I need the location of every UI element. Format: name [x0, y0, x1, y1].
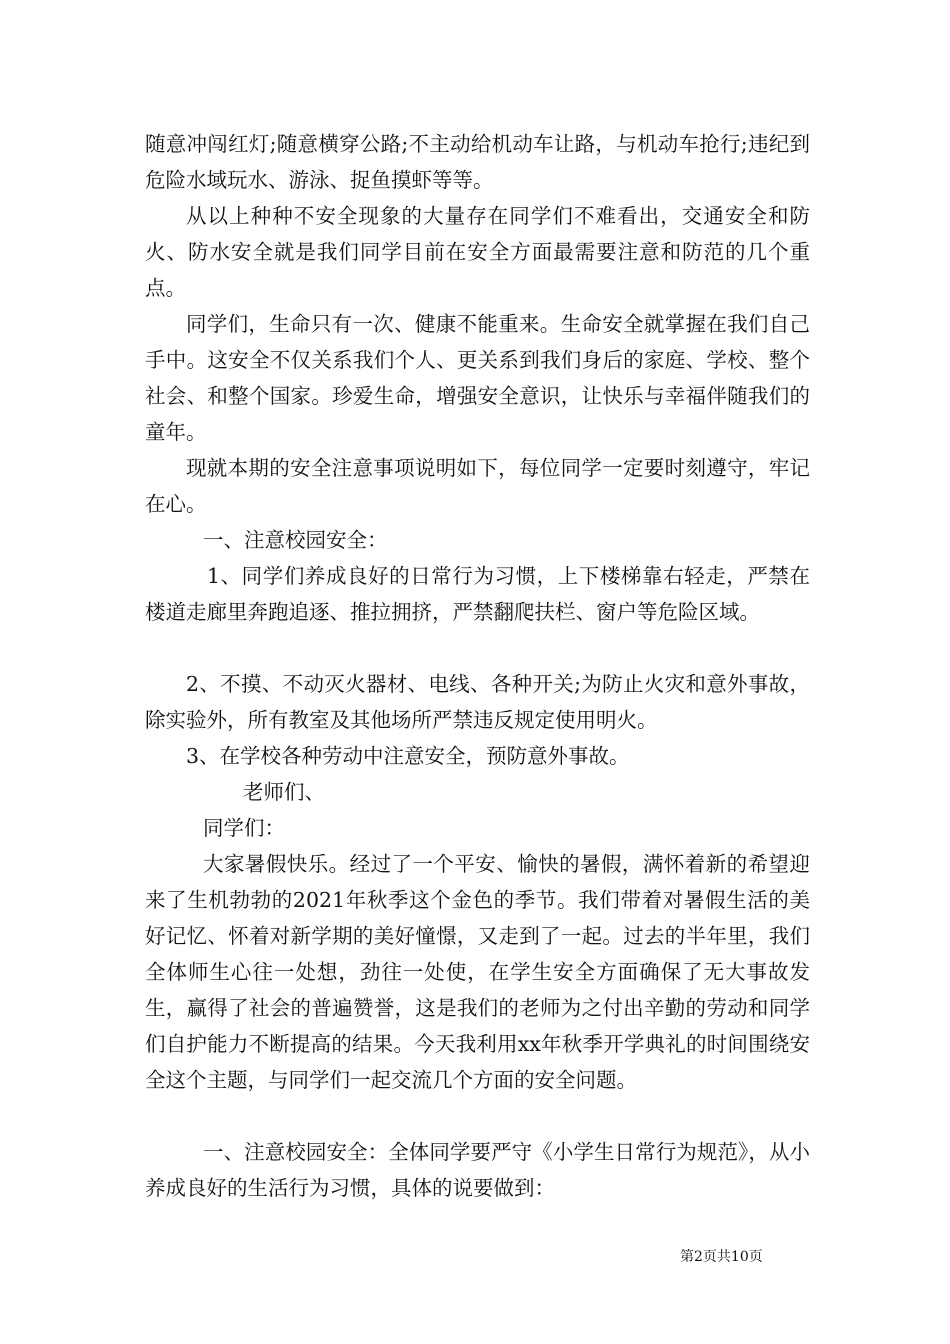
paragraph-continued-traffic-violations: 随意冲闯红灯;随意横穿公路;不主动给机动车让路，与机动车抢行;违纪到危险水域玩水、游泳、捉鱼摸虾等等。 [145, 132, 810, 192]
paragraph-opening-speech: 大家暑假快乐。经过了一个平安、愉快的暑假，满怀着新的希望迎来了生机勃勃的2021年秋季这个金色的季节。我们带着对暑假生活的美好记忆、怀着对新学期的美好憧憬，又走到了一起。过去的半年里，我们全体师生心往一处想，劲往一处使，在学生安全方面确保了无大事故发生，赢得了社会的普遍赞誉，这是我们的老师为之付出辛勤的劳动和同学们自护能力不断提高的结果。今天我利用xx年秋季开学典礼的时间围绕安全这个主题，与同学们一起交流几个方面的安全问题。 [145, 852, 810, 1092]
list-item-1: 1、同学们养成良好的日常行为习惯，上下楼梯靠右轻走，严禁在楼道走廊里奔跑追逐、推拉拥挤，严禁翻爬扶栏、窗户等危险区域。 [145, 564, 810, 624]
paragraph-safety-focus: 从以上种种不安全现象的大量存在同学们不难看出，交通安全和防火、防水安全就是我们同学目前在安全方面最需要注意和防范的几个重点。 [145, 204, 810, 300]
salutation-teachers: 老师们、 [243, 780, 325, 804]
heading-campus-safety: 一、注意校园安全： [203, 528, 388, 552]
salutation-students: 同学们： [203, 816, 285, 840]
page-number-footer: 第2页共10页 [680, 1249, 763, 1265]
paragraph-safety-notice-intro: 现就本期的安全注意事项说明如下，每位同学一定要时刻遵守，牢记在心。 [145, 456, 810, 516]
paragraph-campus-safety-rules: 一、注意校园安全：全体同学要严守《小学生日常行为规范》，从小养成良好的生活行为习惯，具体的说要做到： [145, 1140, 810, 1200]
list-item-3: 3、在学校各种劳动中注意安全，预防意外事故。 [186, 744, 630, 768]
list-item-2: 2、不摸、不动灭火器材、电线、各种开关;为防止火灾和意外事故，除实验外，所有教室及其他场所严禁违反规定使用明火。 [145, 672, 810, 732]
paragraph-value-of-life: 同学们，生命只有一次、健康不能重来。生命安全就掌握在我们自己手中。这安全不仅关系我们个人、更关系到我们身后的家庭、学校、整个社会、和整个国家。珍爱生命，增强安全意识，让快乐与幸福伴随我们的童年。 [145, 312, 810, 444]
